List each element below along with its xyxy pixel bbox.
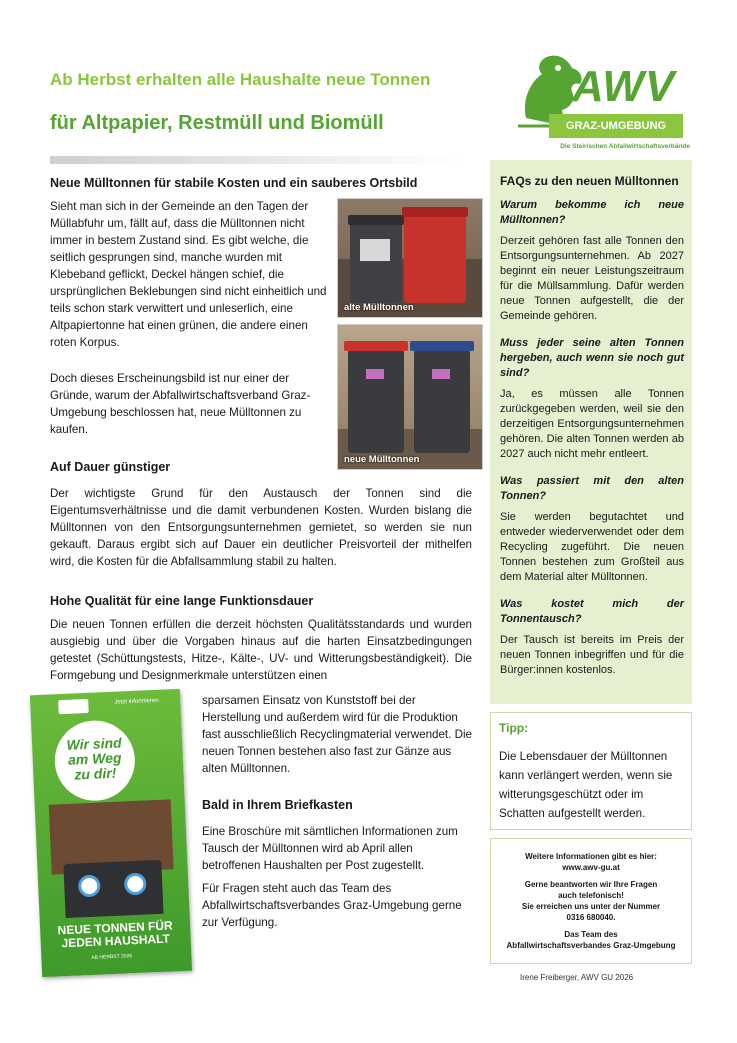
info-line: Sie erreichen uns unter der Nummer — [521, 902, 661, 911]
info-line: Abfallwirtschaftsverbandes Graz-Umgebung — [506, 941, 676, 950]
phone-number: 0316 680040. — [566, 913, 616, 922]
flyer-logo — [58, 699, 89, 714]
faq-box — [490, 160, 692, 704]
faq-answer: Derzeit gehören fast alle Tonnen den Entsorgungsunternehmen. Ab 2027 beginnt ein neuer Leistungszeitraum für die Müllsammlung. Dafür werden neue Tonnen aufgestellt, die der Gemeinde gehören. — [500, 235, 684, 322]
website-link[interactable]: www.awv-gu.at — [562, 863, 620, 872]
faq-title: FAQs zu den neuen Mülltonnen — [500, 174, 679, 188]
faq-answer: Sie werden begutachtet und entweder wiederverwendet oder dem Recycling zugeführt. Die neuen Tonnen bestehen zum Großteil aus dem Material alter Mülltonnen. — [500, 511, 684, 583]
flyer-bottom-text: NEUE TONNEN FÜR JEDEN HAUSHALT — [57, 918, 173, 951]
flyer-top-text: Jetzt informieren — [114, 697, 159, 706]
section-heading-intro: Neue Mülltonnen für stabile Kosten und ein sauberes Ortsbild — [50, 176, 418, 190]
info-line: auch telefonisch! — [558, 891, 624, 900]
photo-new-caption: neue Mülltonnen — [344, 454, 420, 465]
quality-paragraph-1: Die neuen Tonnen erfüllen die derzeit höchsten Qualitätsstandards und wurden ausgiebig und über die Vorgaben hinaus auf die harten Einsatzbedingungen getestet (Schüttungstests, Hitze-, Kälte-, UV- und Witterungsbeständigkeit). Die Formgebung und Designmerkmale unterstützen einen — [50, 618, 472, 682]
cost-paragraph: Der wichtigste Grund für den Austausch der Tonnen sind die Eigentumsverhältnisse und die damit verbundenen Kosten. Wurden bislang die Mülltonnen von den Entsorgungsunternehmen gemietet, so werden sie nun gekauft. Daraus ergibt sich auf Dauer ein deutlicher Preisvorteil der mithelfen wird, die Kosten für die Abfallsammlung stabil zu halten. — [50, 487, 472, 568]
page-title-line1: Ab Herbst erhalten alle Haushalte neue Tonnen — [50, 70, 431, 89]
logo-wordmark: AWV — [572, 62, 676, 111]
faq-question: Muss jeder seine alten Tonnen hergeben, auch wenn sie noch gut sind? — [500, 337, 684, 379]
photo-old-bins — [337, 198, 483, 318]
mailbox-paragraph-1: Eine Broschüre mit sämtlichen Informationen zum Tausch der Mülltonnen wird ab April allen betroffenen Haushalten per Post zugestellt. — [202, 825, 458, 872]
photo-old-caption: alte Mülltonnen — [344, 302, 414, 313]
tip-label: Tipp: — [499, 721, 529, 735]
flyer-tiny-text: AB HERBST 2026 — [91, 953, 133, 961]
title-divider — [50, 156, 460, 164]
photo-new-bins — [337, 324, 483, 470]
faq-answer: Der Tausch ist bereits im Preis der neuen Tonnen inbegriffen und für die Bürger:innen kostenlos. — [500, 634, 684, 676]
tip-text: Die Lebensdauer der Mülltonnen kann verlängert werden, wenn sie witterungsgeschützt oder im Schatten aufgestellt werden. — [499, 750, 673, 820]
tip-box — [490, 712, 692, 830]
intro-paragraph-1: Sieht man sich in der Gemeinde an den Tagen der Müllabfuhr um, fällt auf, dass die Mülltonnen nicht immer in bestem Zustand sind. Es gibt welche, die seitlich gesprungen sind, manche wurden mit Klebeband geflickt, Deckel hängen schief, die ursprünglichen Beklebungen sind nicht einheitlich und teils schon stark verwittert und unleserlich, eine Altpapiertonne hat einen grünen, die andere einen roten Korpus. — [50, 200, 327, 349]
faq-question: Was passiert mit den alten Tonnen? — [500, 475, 684, 502]
info-line: Das Team des — [564, 930, 618, 939]
flyer-bubble-text: Wir sind am Weg zu dir! — [66, 734, 122, 783]
contact-box — [490, 838, 692, 964]
author-signature: Irene Freiberger, AWV GU 2026 — [520, 973, 634, 982]
page-title-line2: für Altpapier, Restmüll und Biomüll — [50, 112, 384, 134]
info-line: Gerne beantworten wir Ihre Fragen — [524, 880, 658, 889]
faq-answer: Ja, es müssen alle Tonnen zurückgegeben werden, weil sie den derzeitigen Entsorgungsunternehmen gehören. Die alten Tonnen werden ab 2027 auch nicht mehr entleert. — [500, 388, 684, 460]
mailbox-paragraph-2: Für Fragen steht auch das Team des Abfallwirtschaftsverbandes Graz-Umgebung gerne zur Verfügung. — [202, 882, 462, 929]
section-heading-mailbox: Bald in Ihrem Briefkasten — [202, 798, 353, 812]
section-heading-quality: Hohe Qualität für eine lange Funktionsdauer — [50, 594, 314, 608]
logo-subline: Die Steirischen Abfallwirtschaftsverbände — [560, 143, 690, 150]
quality-paragraph-2: sparsamen Einsatz von Kunststoff bei der Herstellung und außerdem wird für die Produktion fast ausschließlich Recyclingmaterial verwendet. Die neuen Tonnen bestehen also fast zur Gänze aus alten Mülltonnen. — [202, 694, 472, 775]
new-bins-illustration — [338, 325, 482, 469]
faq-question: Warum bekomme ich neue Mülltonnen? — [500, 199, 684, 226]
info-line: Weitere Informationen gibt es hier: — [525, 852, 657, 861]
brochure-image — [30, 689, 192, 977]
intro-paragraph-2: Doch dieses Erscheinungsbild ist nur einer der Gründe, warum der Abfallwirtschaftsverband Graz-Umgebung beschlossen hat, neue Mülltonnen zu kaufen. — [50, 372, 311, 436]
old-bins-illustration — [338, 199, 482, 317]
logo-badge: GRAZ-UMGEBUNG — [549, 114, 683, 138]
faq-question: Was kostet mich der Tonnentausch? — [500, 598, 684, 625]
section-heading-cost: Auf Dauer günstiger — [50, 460, 171, 474]
